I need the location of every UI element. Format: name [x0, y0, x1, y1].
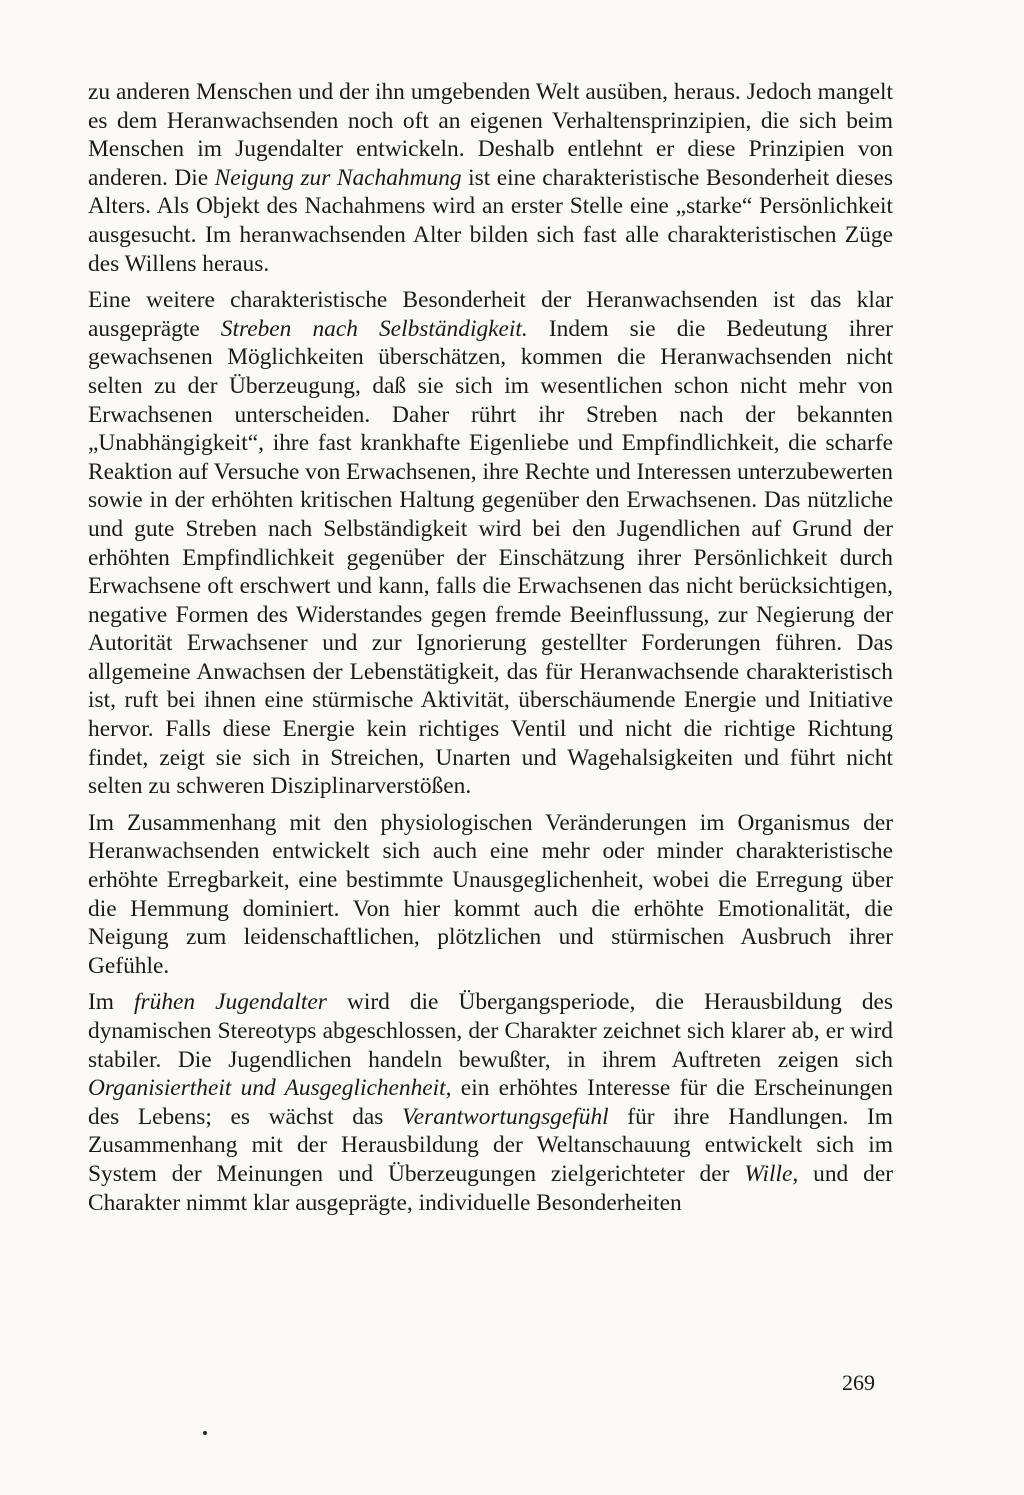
emphasis-run: Wille, — [744, 1160, 799, 1187]
page-body — [88, 78, 893, 1225]
text-run: zu anderen Menschen und der ihn umgebenden Welt ausüben, heraus. Jedoch mangelt es dem Heranwachsenden noch oft an eigenen Verhaltensprinzipien, die sich beim Menschen im Jugendalter entwickeln. Deshalb entlehnt er diese Prinzipien von anderen. Die — [88, 79, 893, 191]
paragraph — [88, 809, 893, 981]
paragraph — [88, 988, 893, 1217]
text-run: für ihre Handlungen. Im Zusammenhang mit der Herausbildung der Weltanschauung entwickelt sich im System der Meinungen und Überzeugungen zielgerichteter der — [88, 1103, 893, 1187]
emphasis-run: Verantwortungsgefühl — [402, 1103, 609, 1130]
text-run: Im — [88, 989, 135, 1016]
text-run: Indem sie die Bedeutung ihrer gewachsenen Möglichkeiten überschätzen, kommen die Heranwachsenden nicht selten zu der Überzeugung, daß sie sich im wesentlichen schon nicht mehr von Erwachsenen unterscheiden. Daher rührt ihr Streben nach der bekannten „Unabhängigkeit“, ihre fast krankhafte Eigenliebe und Empfindlichkeit, die scharfe Reaktion auf Versuche von Erwachsenen, ihre Rechte und Interessen unterzubewerten sowie in der erhöhten kritischen Haltung gegenüber den Erwachsenen. Das nützliche und gute Streben nach Selbständigkeit wird bei den Jugendlichen auf Grund der erhöhten Empfindlichkeit gegenüber der Einschätzung ihrer Persönlichkeit durch Erwachsene oft erschwert und kann, falls die Erwachsenen das nicht berücksichtigen, negative Formen des Widerstandes gegen fremde Beeinflussung, zur Negierung der Autorität Erwachsener und zur Ignorierung gestellter Forderungen führen. Das allgemeine Anwachsen der Lebenstätigkeit, das für Heranwachsende charakteristisch ist, ruft bei ihnen eine stürmische Aktivität, überschäumende Energie und Initiative hervor. Falls diese Energie kein richtiges Ventil und nicht die richtige Richtung findet, zeigt sie sich in Streichen, Unarten und Wagehalsigkeiten und führt nicht selten zu schweren Disziplinarverstößen. — [88, 315, 893, 800]
text-run: wird die Übergangsperiode, die Herausbildung des dynamischen Stereotyps abgeschlossen, der Charakter zeichnet sich klarer ab, er wird stabiler. Die Jugendlichen handeln bewußter, in ihrem Auftreten zeigen sich — [88, 989, 893, 1073]
page-number: 269 — [842, 1370, 875, 1395]
text-run: ein erhöhtes Interesse für die Erscheinungen des Lebens; es wächst das — [88, 1075, 893, 1130]
emphasis-run: Streben nach Selbständigkeit. — [220, 315, 528, 342]
emphasis-run: frühen Jugendalter — [134, 989, 327, 1016]
emphasis-run: Neigung zur Nachahmung — [214, 164, 462, 191]
emphasis-run: Organisiertheit und Ausgeglichenheit, — [88, 1075, 452, 1102]
paragraph — [88, 78, 893, 278]
paragraph — [88, 286, 893, 801]
print-speck — [203, 1431, 207, 1435]
text-run: Im Zusammenhang mit den physiologischen Veränderungen im Organismus der Heranwachsenden entwickelt sich auch eine mehr oder minder charakteristische erhöhte Erregbarkeit, eine bestimmte Unausgeglichenheit, wobei die Erregung über die Hemmung dominiert. Von hier kommt auch die erhöhte Emotionalität, die Neigung zum leidenschaftlichen, plötzlichen und stürmischen Ausbruch ihrer Gefühle. — [88, 809, 893, 979]
text-run: und der Charakter nimmt klar ausgeprägte, individuelle Besonderheiten — [88, 1160, 893, 1216]
text-run: ist eine charakteristische Besonderheit dieses Alters. Als Objekt des Nachahmens wird an erster Stelle eine „starke“ Persönlichkeit ausgesucht. Im heranwachsenden Alter bilden sich fast alle charakteristischen Züge des Willens heraus. — [88, 164, 893, 277]
text-run: Eine weitere charakteristische Besonderheit der Heranwachsenden ist das klar ausgeprägte — [88, 287, 893, 342]
